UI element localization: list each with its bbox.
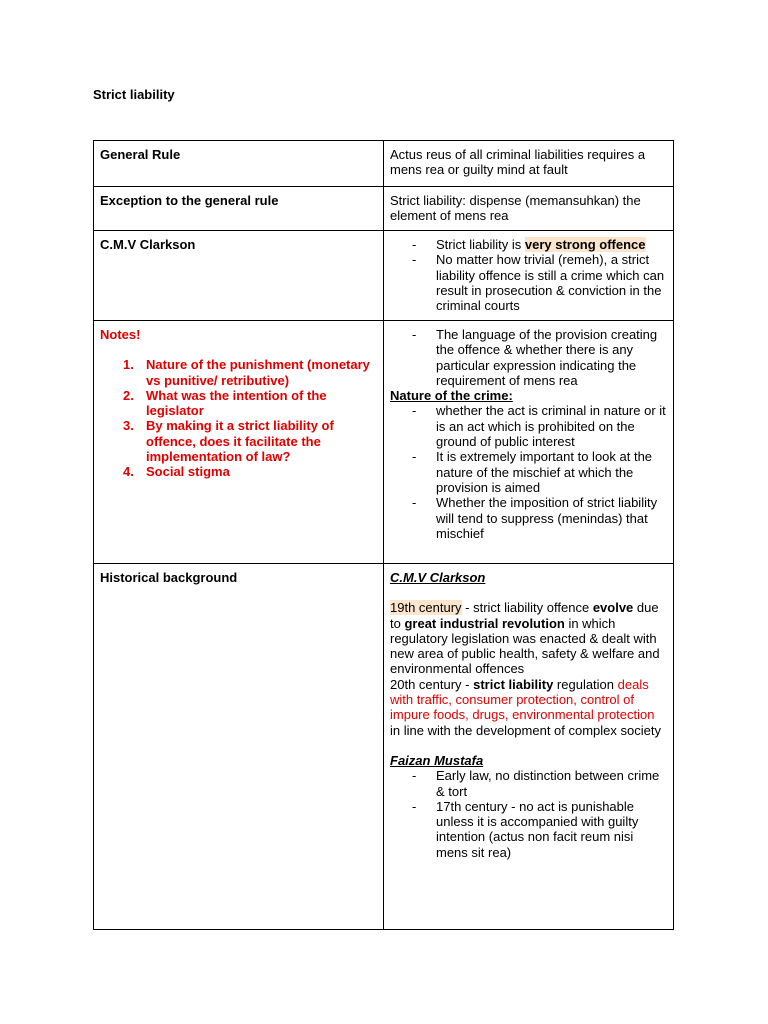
list-number: 3. — [123, 418, 134, 434]
list-item: - Early law, no distinction between crime & tort — [390, 768, 667, 799]
list-item — [100, 464, 377, 479]
list-item-text: Social stigma — [146, 464, 230, 480]
text-run: regulation — [553, 676, 618, 692]
text-run: evolve — [592, 600, 634, 616]
list-item: - Whether the imposition of strict liability will tend to suppress (menindas) that mischief — [390, 495, 667, 541]
list-item — [390, 237, 667, 252]
row-text-clarkson — [384, 231, 674, 321]
notes-list — [100, 357, 377, 479]
row-text-history — [384, 564, 674, 930]
list-item — [100, 418, 377, 464]
text-run: deals with traffic, consumer protection, control of impure foods, drugs, environmental protection — [390, 676, 655, 723]
list-item-text: Nature of the punishment (monetary vs punitive/ retributive) — [146, 357, 370, 388]
row-text-notes — [384, 321, 674, 564]
table-row — [94, 231, 674, 321]
row-text-exception: Strict liability: dispense (memansuhkan) the element of mens rea — [384, 187, 674, 231]
row-label-exception: Exception to the general rule — [94, 187, 384, 231]
table-row — [94, 141, 674, 187]
list-item — [100, 388, 377, 419]
row-label-notes — [94, 321, 384, 564]
clarkson-heading: C.M.V Clarkson — [390, 570, 486, 585]
notes-table — [93, 140, 674, 930]
text-run: strict liability — [473, 676, 554, 692]
list-item: - whether the act is criminal in nature or it is an act which is prohibited on the ground of public interest — [390, 403, 667, 449]
clarkson-point-text: Strict liability is — [436, 237, 525, 252]
row-label-history: Historical background — [94, 564, 384, 930]
faizan-heading: Faizan Mustafa — [390, 752, 484, 768]
table-row — [94, 187, 674, 231]
row-label-clarkson: C.M.V Clarkson — [94, 231, 384, 321]
spacer — [390, 738, 667, 753]
list-item-text: What was the intention of the legislator — [146, 387, 327, 419]
notes-heading: Notes! — [100, 327, 141, 342]
history-paragraph-20th — [390, 677, 667, 738]
nature-of-crime-heading: Nature of the crime: — [390, 388, 513, 404]
list-item: - No matter how trivial (remeh), a strict liability offence is still a crime which can result in prosecution & conviction in the criminal courts — [390, 252, 667, 313]
text-run: 20th century - — [390, 676, 474, 692]
text-run: great industrial revolution — [404, 615, 565, 631]
language-list — [390, 327, 667, 388]
text-run: due to — [390, 600, 659, 631]
table-row — [94, 564, 674, 930]
list-item: - It is extremely important to look at the nature of the mischief at which the provision is aimed — [390, 449, 667, 495]
faizan-list — [390, 768, 667, 860]
nature-of-crime-list — [390, 403, 667, 541]
list-number: 1. — [123, 357, 134, 373]
highlight-very-strong-offence: very strong offence — [524, 237, 646, 252]
row-label-general-rule: General Rule — [94, 141, 384, 187]
clarkson-list — [390, 237, 667, 313]
list-item — [100, 357, 377, 388]
row-text-general-rule: Actus reus of all criminal liabilities requires a mens rea or guilty mind at fault — [384, 141, 674, 187]
highlight-19th-century: 19th century — [390, 600, 462, 616]
table-row — [94, 321, 674, 564]
list-item: - The language of the provision creating the offence & whether there is any particular expression indicating the requirement of mens rea — [390, 327, 667, 388]
list-item: - 17th century - no act is punishable unless it is accompanied with guilty intention (actus non facit reum nisi mens sit rea) — [390, 799, 667, 860]
spacer — [100, 342, 377, 357]
list-number: 4. — [123, 464, 134, 480]
list-item-text: By making it a strict liability of offence, does it facilitate the implementation of law? — [146, 418, 334, 465]
history-paragraph-19th — [390, 600, 667, 676]
list-number: 2. — [123, 387, 134, 403]
text-run: - strict liability offence — [461, 600, 593, 616]
page-title: Strict liability — [93, 87, 175, 102]
text-run: in line with the development of complex society — [390, 722, 661, 738]
text-run: in which regulatory legislation was enacted & dealt with new area of public health, safety & welfare and environmental offences — [390, 615, 660, 677]
spacer — [390, 585, 667, 600]
